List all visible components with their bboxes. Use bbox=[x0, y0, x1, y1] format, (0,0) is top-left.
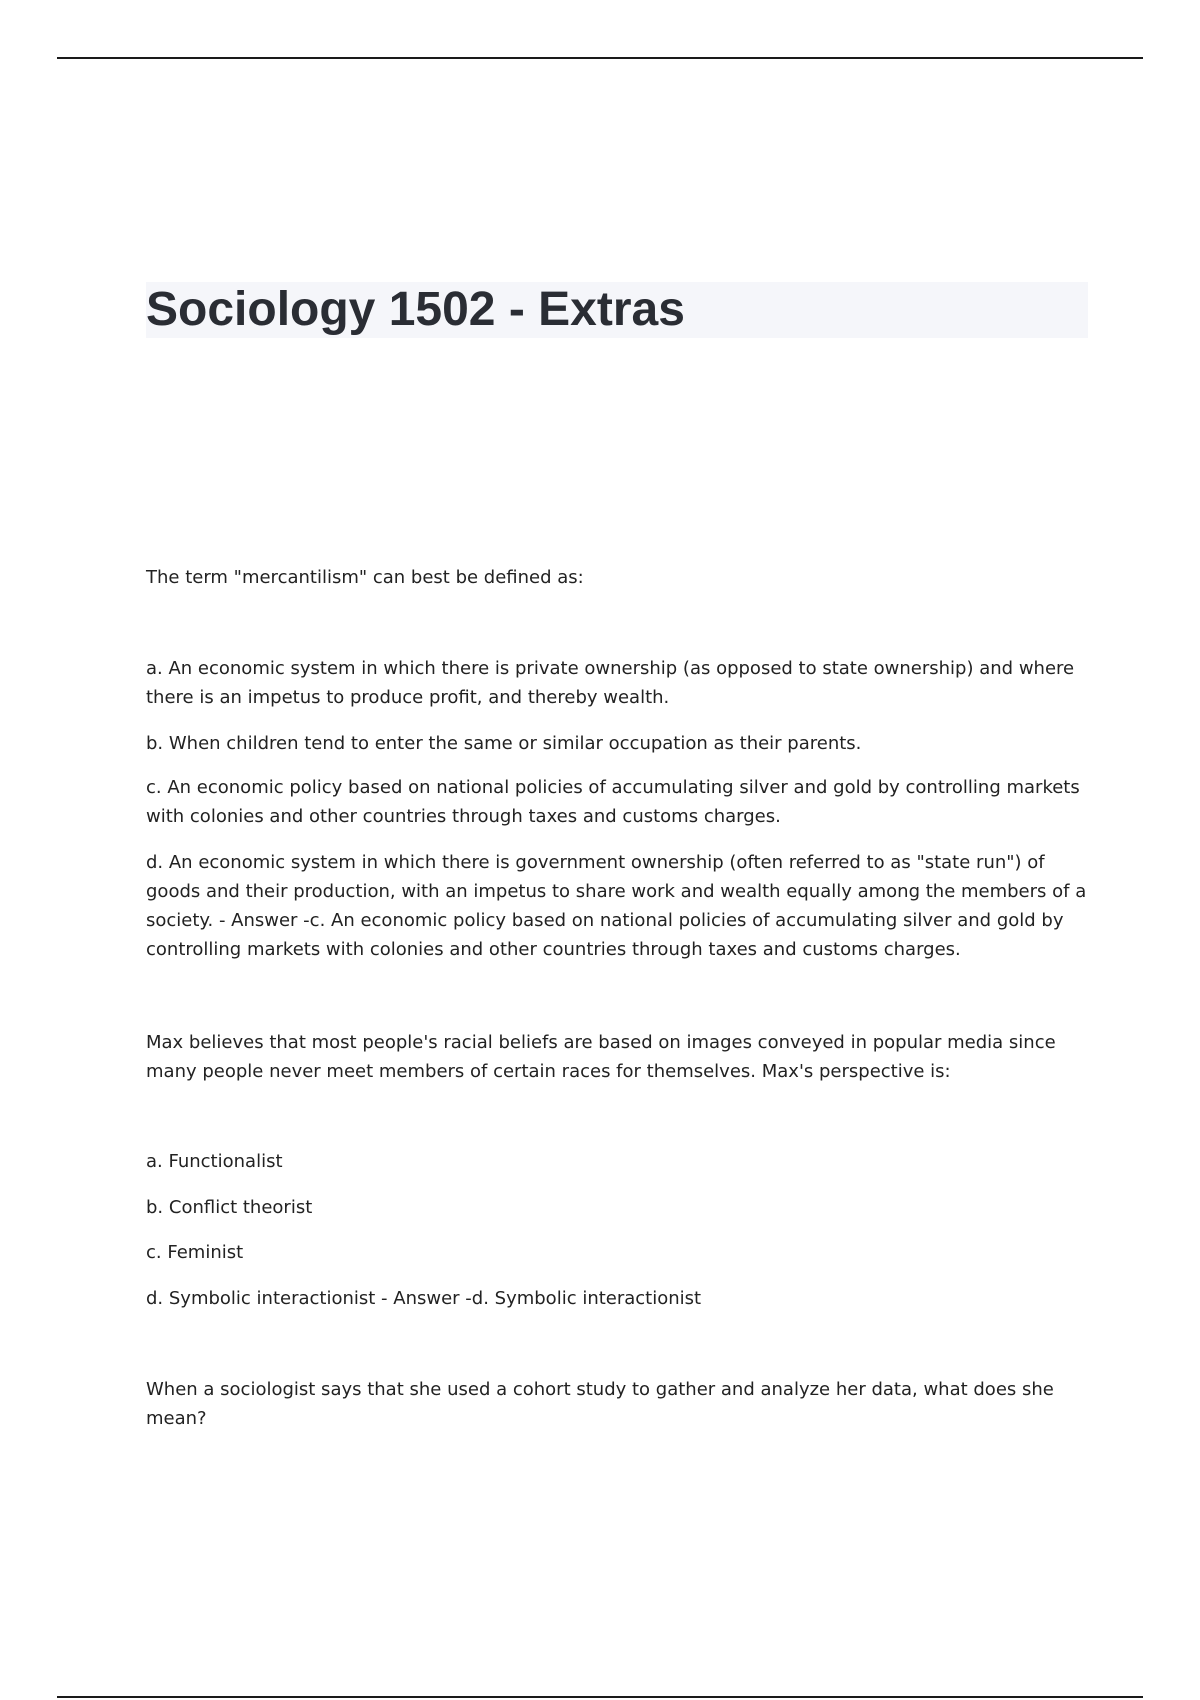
question-1-text: The term "mercantilism" can best be defined as: bbox=[146, 567, 584, 588]
footer-rule bbox=[57, 1696, 1143, 1698]
header-rule bbox=[57, 57, 1143, 59]
question-2-option-a: a. Functionalist bbox=[146, 1151, 283, 1172]
question-1-option-c: c. An economic policy based on national policies of accumulating silver and gold by controlling markets with colonies and other countries through taxes and customs charges. bbox=[146, 777, 1080, 827]
question-3-text: When a sociologist says that she used a cohort study to gather and analyze her data, what does she mean? bbox=[146, 1379, 1054, 1429]
question-2-option-b: b. Conflict theorist bbox=[146, 1197, 313, 1218]
document-title: Sociology 1502 - Extras bbox=[146, 283, 685, 336]
question-2-option-c: c. Feminist bbox=[146, 1242, 244, 1263]
question-1-option-a: a. An economic system in which there is private ownership (as opposed to state ownership) and where there is an impetus to produce profit, and thereby wealth. bbox=[146, 658, 1075, 708]
question-2-text: Max believes that most people's racial beliefs are based on images conveyed in popular media since many people never meet members of certain races for themselves. Max's perspective is: bbox=[146, 1032, 1056, 1082]
question-1-option-b: b. When children tend to enter the same or similar occupation as their parents. bbox=[146, 733, 862, 754]
question-1-option-d-with-answer: d. An economic system in which there is government ownership (often referred to as "state run") of goods and their production, with an impetus to share work and wealth equally among the members of a society. - Answer -c. An economic policy based on national policies of accumulating silver and gold by controlling markets with colonies and other countries through taxes and customs charges. bbox=[146, 852, 1087, 960]
question-2-option-d-with-answer: d. Symbolic interactionist - Answer -d. Symbolic interactionist bbox=[146, 1288, 702, 1309]
